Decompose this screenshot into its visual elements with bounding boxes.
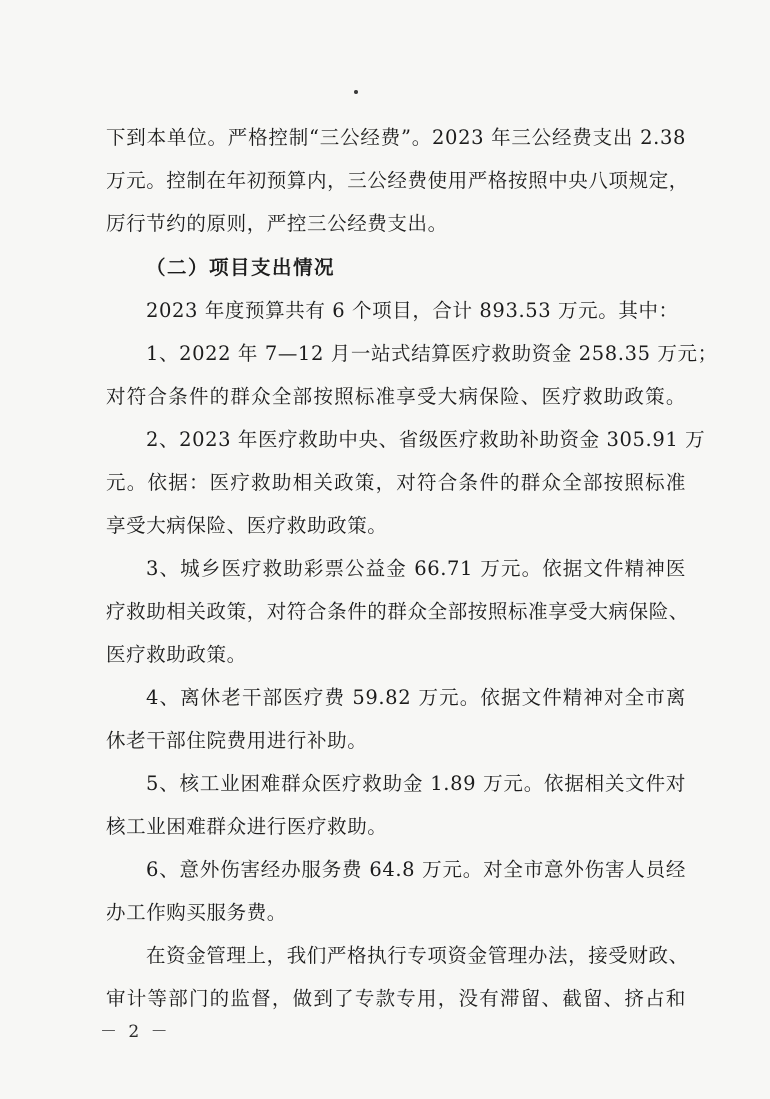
body-line: 4、离休老干部医疗费 59.82 万元。依据文件精神对全市离 (146, 686, 686, 709)
body-line: 元。依据：医疗救助相关政策，对符合条件的群众全部按照标准 (106, 471, 686, 494)
body-line: 对符合条件的群众全部按照标准享受大病保险、医疗救助政策。 (106, 385, 686, 408)
body-line: 休老干部住院费用进行补助。 (106, 729, 368, 752)
body-line: 审计等部门的监督，做到了专款专用，没有滞留、截留、挤占和 (106, 987, 686, 1010)
body-line: 医疗救助政策。 (106, 643, 247, 666)
body-line: 2、2023 年医疗救助中央、省级医疗救助补助资金 305.91 万 (146, 428, 706, 451)
body-line: 疗救助相关政策，对符合条件的群众全部按照标准享受大病保险、 (106, 600, 689, 623)
body-line: 2023 年度预算共有 6 个项目，合计 893.53 万元。其中： (146, 299, 679, 322)
body-line: 享受大病保险、医疗救助政策。 (106, 514, 388, 537)
body-line: 5、核工业困难群众医疗救助金 1.89 万元。依据相关文件对 (146, 772, 686, 795)
scan-speck (354, 90, 358, 94)
body-line: 下到本单位。严格控制“三公经费”。2023 年三公经费支出 2.38 (106, 126, 686, 149)
body-line: 办工作购买服务费。 (106, 901, 287, 924)
body-line: 在资金管理上，我们严格执行专项资金管理办法，接受财政、 (146, 944, 689, 967)
section-heading: （二）项目支出情况 (146, 256, 336, 279)
body-line: 6、意外伤害经办服务费 64.8 万元。对全市意外伤害人员经 (146, 858, 686, 881)
body-line: 核工业困难群众进行医疗救助。 (106, 815, 388, 838)
body-line: 厉行节约的原则，严控三公经费支出。 (106, 212, 448, 235)
body-line: 3、城乡医疗救助彩票公益金 66.71 万元。依据文件精神医 (146, 557, 686, 580)
body-line: 万元。控制在年初预算内，三公经费使用严格按照中央八项规定， (106, 169, 689, 192)
body-line: 1、2022 年 7—12 月一站式结算医疗救助资金 258.35 万元； (146, 342, 718, 365)
page-number: － 2 － (100, 1022, 171, 1042)
